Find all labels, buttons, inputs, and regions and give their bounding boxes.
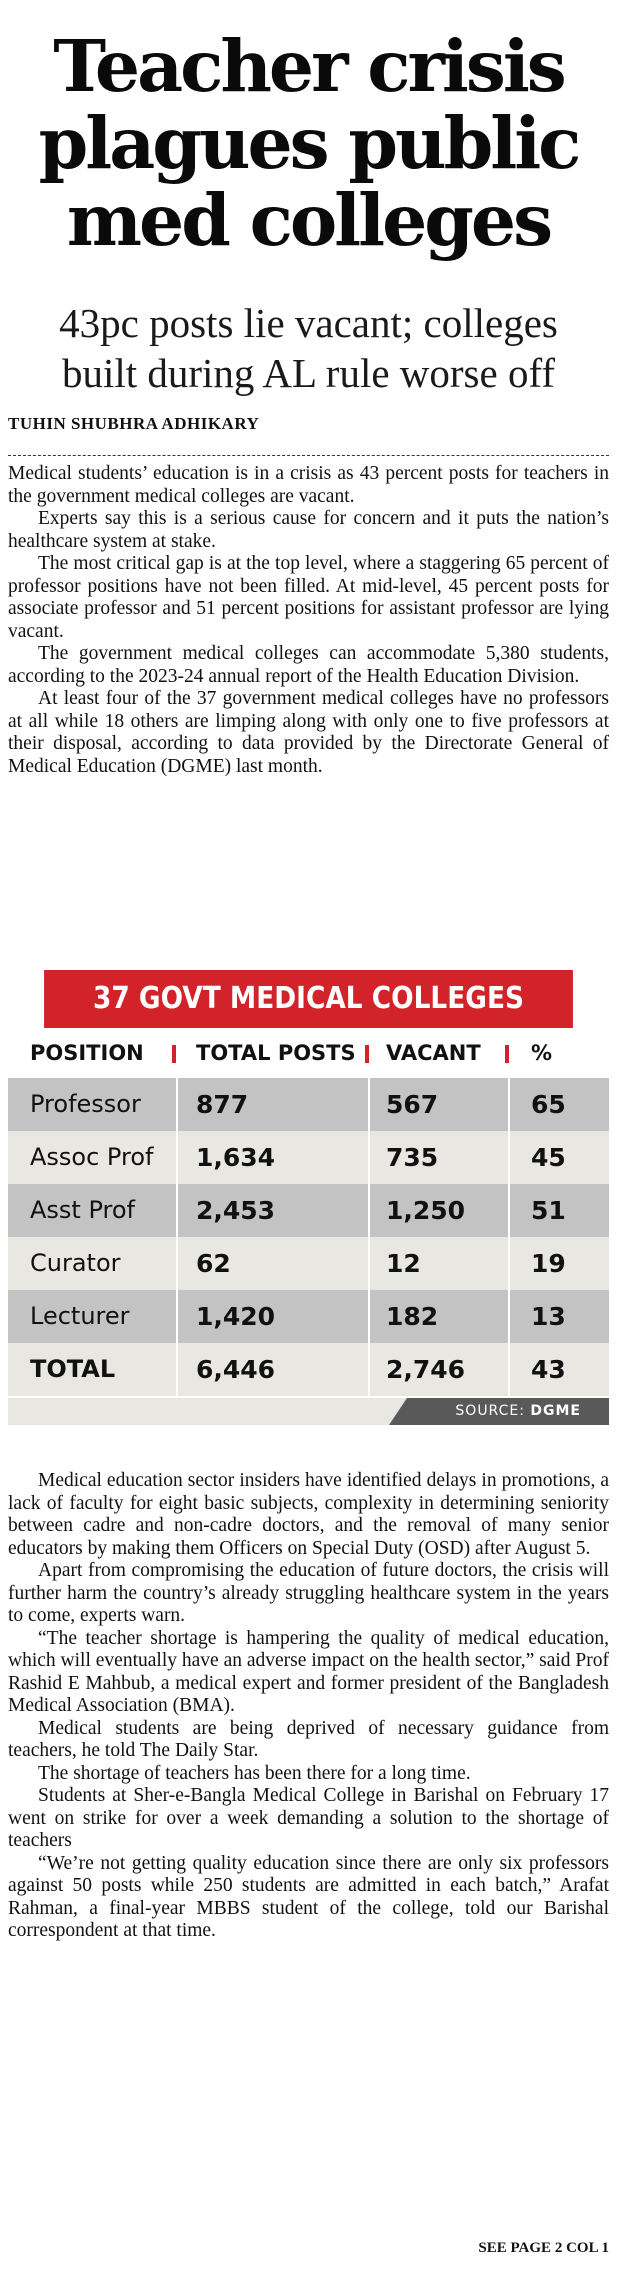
column-divider <box>368 1131 370 1184</box>
cell-vacant: 2,746 <box>386 1355 466 1384</box>
headline-line: Teacher crisis <box>53 24 564 108</box>
column-divider <box>508 1131 510 1184</box>
paragraph: The government medical colleges can accommodate 5,380 students, according to the 2023-24 annual report of the Health Education Division. <box>8 643 609 687</box>
cell-vacant: 12 <box>386 1249 421 1278</box>
column-divider <box>176 1290 178 1343</box>
source-credit <box>455 1398 581 1425</box>
paragraph: Apart from compromising the education of future doctors, the crisis will further harm the country’s already struggling healthcare system in the years to come, experts warn. <box>8 1560 609 1626</box>
paragraph: Experts say this is a serious cause for concern and it puts the nation’s healthcare system at stake. <box>8 508 609 552</box>
cell-percent: 19 <box>531 1249 566 1278</box>
header-position: POSITION <box>30 1041 144 1065</box>
column-divider <box>508 1343 510 1396</box>
cell-percent: 13 <box>531 1302 566 1331</box>
headline-line: med colleges <box>66 178 551 262</box>
column-divider <box>508 1078 510 1131</box>
cell-percent: 43 <box>531 1355 566 1384</box>
paragraph: Medical students are being deprived of necessary guidance from teachers, he told The Daily Star. <box>8 1717 609 1761</box>
continuation-link[interactable]: SEE PAGE 2 COL 1 <box>478 2240 609 2256</box>
cell-position: Assoc Prof <box>30 1143 154 1171</box>
column-divider <box>368 1184 370 1237</box>
column-divider <box>176 1184 178 1237</box>
cell-position: Asst Prof <box>30 1196 135 1224</box>
column-divider <box>508 1237 510 1290</box>
header-separator <box>365 1045 369 1063</box>
column-divider <box>176 1131 178 1184</box>
subhead-line: built during AL rule worse off <box>61 350 556 396</box>
table-total-row <box>8 1343 609 1396</box>
column-divider <box>368 1290 370 1343</box>
table-row <box>8 1290 609 1343</box>
header-separator <box>172 1045 176 1063</box>
cell-vacant: 735 <box>386 1143 439 1172</box>
paragraph: The most critical gap is at the top level, where a staggering 65 percent of professor positions have not been filled. At mid-level, 45 percent posts for associate professor and 51 percent positions for assistant professor are lying vacant. <box>8 553 609 642</box>
headline-line: plagues public <box>38 101 579 185</box>
subhead-line: 43pc posts lie vacant; colleges <box>59 300 558 346</box>
table-row <box>8 1184 609 1237</box>
cell-total: 2,453 <box>196 1196 276 1225</box>
paragraph: Students at Sher-e-Bangla Medical College in Barishal on February 17 went on strike for over a week demanding a solution to the shortage of teachers <box>8 1785 609 1851</box>
paragraph: Medical education sector insiders have identified delays in promotions, a lack of faculty for eight basic subjects, complexity in determining seniority between cadre and non-cadre doctors, and the removal of many senior educators by making them Officers on Special Duty (OSD) after August 5. <box>8 1470 609 1559</box>
cell-position: Curator <box>30 1249 121 1277</box>
cell-position: Professor <box>30 1090 141 1118</box>
cell-position: Lecturer <box>30 1302 130 1330</box>
article-body-part2 <box>8 1470 609 1943</box>
header-percent: % <box>531 1041 553 1065</box>
cell-percent: 65 <box>531 1090 566 1119</box>
column-divider <box>368 1237 370 1290</box>
table-row <box>8 1078 609 1131</box>
table-row <box>8 1131 609 1184</box>
column-divider <box>368 1078 370 1131</box>
column-divider <box>368 1343 370 1396</box>
column-divider <box>508 1184 510 1237</box>
table-header <box>8 1028 609 1078</box>
cell-total: 62 <box>196 1249 231 1278</box>
source-name: DGME <box>530 1403 581 1419</box>
subhead <box>8 298 609 398</box>
paragraph: The shortage of teachers has been there for a long time. <box>38 1762 471 1784</box>
header-vacant: VACANT <box>386 1041 481 1065</box>
source-strip <box>8 1398 609 1425</box>
source-prefix: SOURCE: <box>455 1403 525 1419</box>
column-divider <box>508 1290 510 1343</box>
cell-vacant: 182 <box>386 1302 439 1331</box>
column-divider <box>176 1343 178 1396</box>
paragraph: “The teacher shortage is hampering the quality of medical education, which will eventually have an adverse impact on the health sector,” said Prof Rashid E Mahbub, a medical expert and former president of the Bangladesh Medical Association (BMA). <box>8 1627 609 1716</box>
header-separator <box>505 1045 509 1063</box>
cell-total: 877 <box>196 1090 249 1119</box>
cell-total: 6,446 <box>196 1355 276 1384</box>
byline: TUHIN SHUBHRA ADHIKARY <box>8 414 260 433</box>
table-title: 37 GOVT MEDICAL COLLEGES <box>44 970 573 1028</box>
paragraph: At least four of the 37 government medical colleges have no professors at all while 18 others are limping along with only one to five professors at their disposal, according to data provided by the Directorate General of Medical Education (DGME) last month. <box>8 688 609 777</box>
paragraph: “We’re not getting quality education since there are only six professors against 50 posts while 250 students are admitted in each batch,” Arafat Rahman, a final-year MBBS student of the college, told our Barishal correspondent at that time. <box>8 1852 609 1941</box>
vacancy-table <box>8 970 609 1425</box>
byline-divider <box>8 455 609 456</box>
cell-percent: 45 <box>531 1143 566 1172</box>
paragraph: Medical students’ education is in a crisis as 43 percent posts for teachers in the government medical colleges are vacant. <box>8 463 609 507</box>
cell-total: 1,420 <box>196 1302 276 1331</box>
table-row <box>8 1237 609 1290</box>
cell-vacant: 567 <box>386 1090 439 1119</box>
headline <box>8 24 609 262</box>
cell-vacant: 1,250 <box>386 1196 466 1225</box>
cell-position: TOTAL <box>30 1355 116 1383</box>
cell-total: 1,634 <box>196 1143 276 1172</box>
article-body-part1 <box>8 463 609 778</box>
column-divider <box>176 1078 178 1131</box>
header-total-posts: TOTAL POSTS <box>196 1041 356 1065</box>
column-divider <box>176 1237 178 1290</box>
cell-percent: 51 <box>531 1196 566 1225</box>
